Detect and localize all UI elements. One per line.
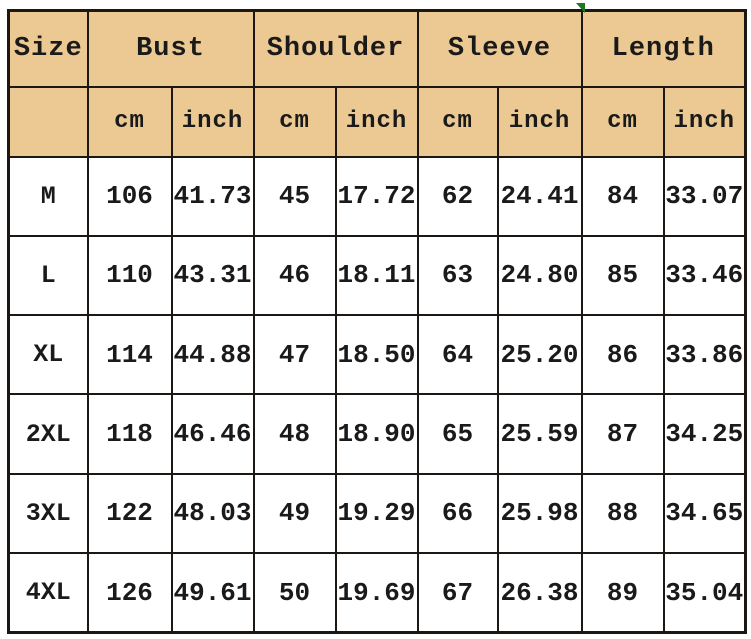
size-label: XL	[9, 315, 88, 394]
length-cm-value: 85	[582, 236, 664, 315]
length-cm-value: 84	[582, 157, 664, 236]
shoulder-cm-value: 46	[254, 236, 336, 315]
shoulder-cm-value: 45	[254, 157, 336, 236]
unit-empty-cell	[9, 87, 88, 157]
unit-length-inch: inch	[664, 87, 746, 157]
header-bust: Bust	[88, 11, 254, 87]
header-size: Size	[9, 11, 88, 87]
shoulder-inch-value: 19.29	[336, 474, 418, 553]
bust-cm-value: 110	[88, 236, 172, 315]
green-corner-marker-icon	[576, 3, 585, 13]
length-cm-value: 89	[582, 553, 664, 632]
shoulder-cm-value: 49	[254, 474, 336, 553]
sleeve-inch-value: 25.98	[498, 474, 582, 553]
length-inch-value: 33.86	[664, 315, 746, 394]
shoulder-inch-value: 18.11	[336, 236, 418, 315]
size-row-l	[9, 236, 746, 315]
sleeve-inch-value: 25.59	[498, 394, 582, 473]
shoulder-cm-value: 48	[254, 394, 336, 473]
sleeve-cm-value: 67	[418, 553, 498, 632]
size-label: M	[9, 157, 88, 236]
length-inch-value: 34.25	[664, 394, 746, 473]
sleeve-cm-value: 63	[418, 236, 498, 315]
bust-cm-value: 114	[88, 315, 172, 394]
bust-inch-value: 48.03	[172, 474, 254, 553]
length-cm-value: 87	[582, 394, 664, 473]
bust-inch-value: 41.73	[172, 157, 254, 236]
unit-bust-inch: inch	[172, 87, 254, 157]
header-shoulder: Shoulder	[254, 11, 418, 87]
length-inch-value: 35.04	[664, 553, 746, 632]
size-label: 4XL	[9, 553, 88, 632]
length-cm-value: 88	[582, 474, 664, 553]
header-sleeve: Sleeve	[418, 11, 582, 87]
size-row-2xl	[9, 394, 746, 473]
shoulder-inch-value: 18.90	[336, 394, 418, 473]
sleeve-cm-value: 64	[418, 315, 498, 394]
length-cm-value: 86	[582, 315, 664, 394]
shoulder-inch-value: 19.69	[336, 553, 418, 632]
header-group-row	[9, 11, 746, 87]
size-row-4xl	[9, 553, 746, 632]
size-chart-table	[7, 9, 747, 634]
sleeve-inch-value: 24.41	[498, 157, 582, 236]
length-inch-value: 33.07	[664, 157, 746, 236]
bust-inch-value: 44.88	[172, 315, 254, 394]
sleeve-inch-value: 26.38	[498, 553, 582, 632]
shoulder-cm-value: 50	[254, 553, 336, 632]
unit-bust-cm: cm	[88, 87, 172, 157]
sleeve-inch-value: 24.80	[498, 236, 582, 315]
sleeve-cm-value: 66	[418, 474, 498, 553]
bust-inch-value: 46.46	[172, 394, 254, 473]
size-row-xl	[9, 315, 746, 394]
unit-length-cm: cm	[582, 87, 664, 157]
header-unit-row	[9, 87, 746, 157]
sleeve-cm-value: 62	[418, 157, 498, 236]
bust-inch-value: 43.31	[172, 236, 254, 315]
shoulder-cm-value: 47	[254, 315, 336, 394]
bust-cm-value: 106	[88, 157, 172, 236]
size-label: 3XL	[9, 474, 88, 553]
length-inch-value: 33.46	[664, 236, 746, 315]
bust-cm-value: 118	[88, 394, 172, 473]
size-row-m	[9, 157, 746, 236]
unit-sleeve-inch: inch	[498, 87, 582, 157]
bust-cm-value: 122	[88, 474, 172, 553]
size-label: 2XL	[9, 394, 88, 473]
sleeve-inch-value: 25.20	[498, 315, 582, 394]
sleeve-cm-value: 65	[418, 394, 498, 473]
unit-shoulder-inch: inch	[336, 87, 418, 157]
bust-cm-value: 126	[88, 553, 172, 632]
length-inch-value: 34.65	[664, 474, 746, 553]
size-row-3xl	[9, 474, 746, 553]
unit-shoulder-cm: cm	[254, 87, 336, 157]
bust-inch-value: 49.61	[172, 553, 254, 632]
shoulder-inch-value: 17.72	[336, 157, 418, 236]
header-length: Length	[582, 11, 746, 87]
size-label: L	[9, 236, 88, 315]
shoulder-inch-value: 18.50	[336, 315, 418, 394]
unit-sleeve-cm: cm	[418, 87, 498, 157]
